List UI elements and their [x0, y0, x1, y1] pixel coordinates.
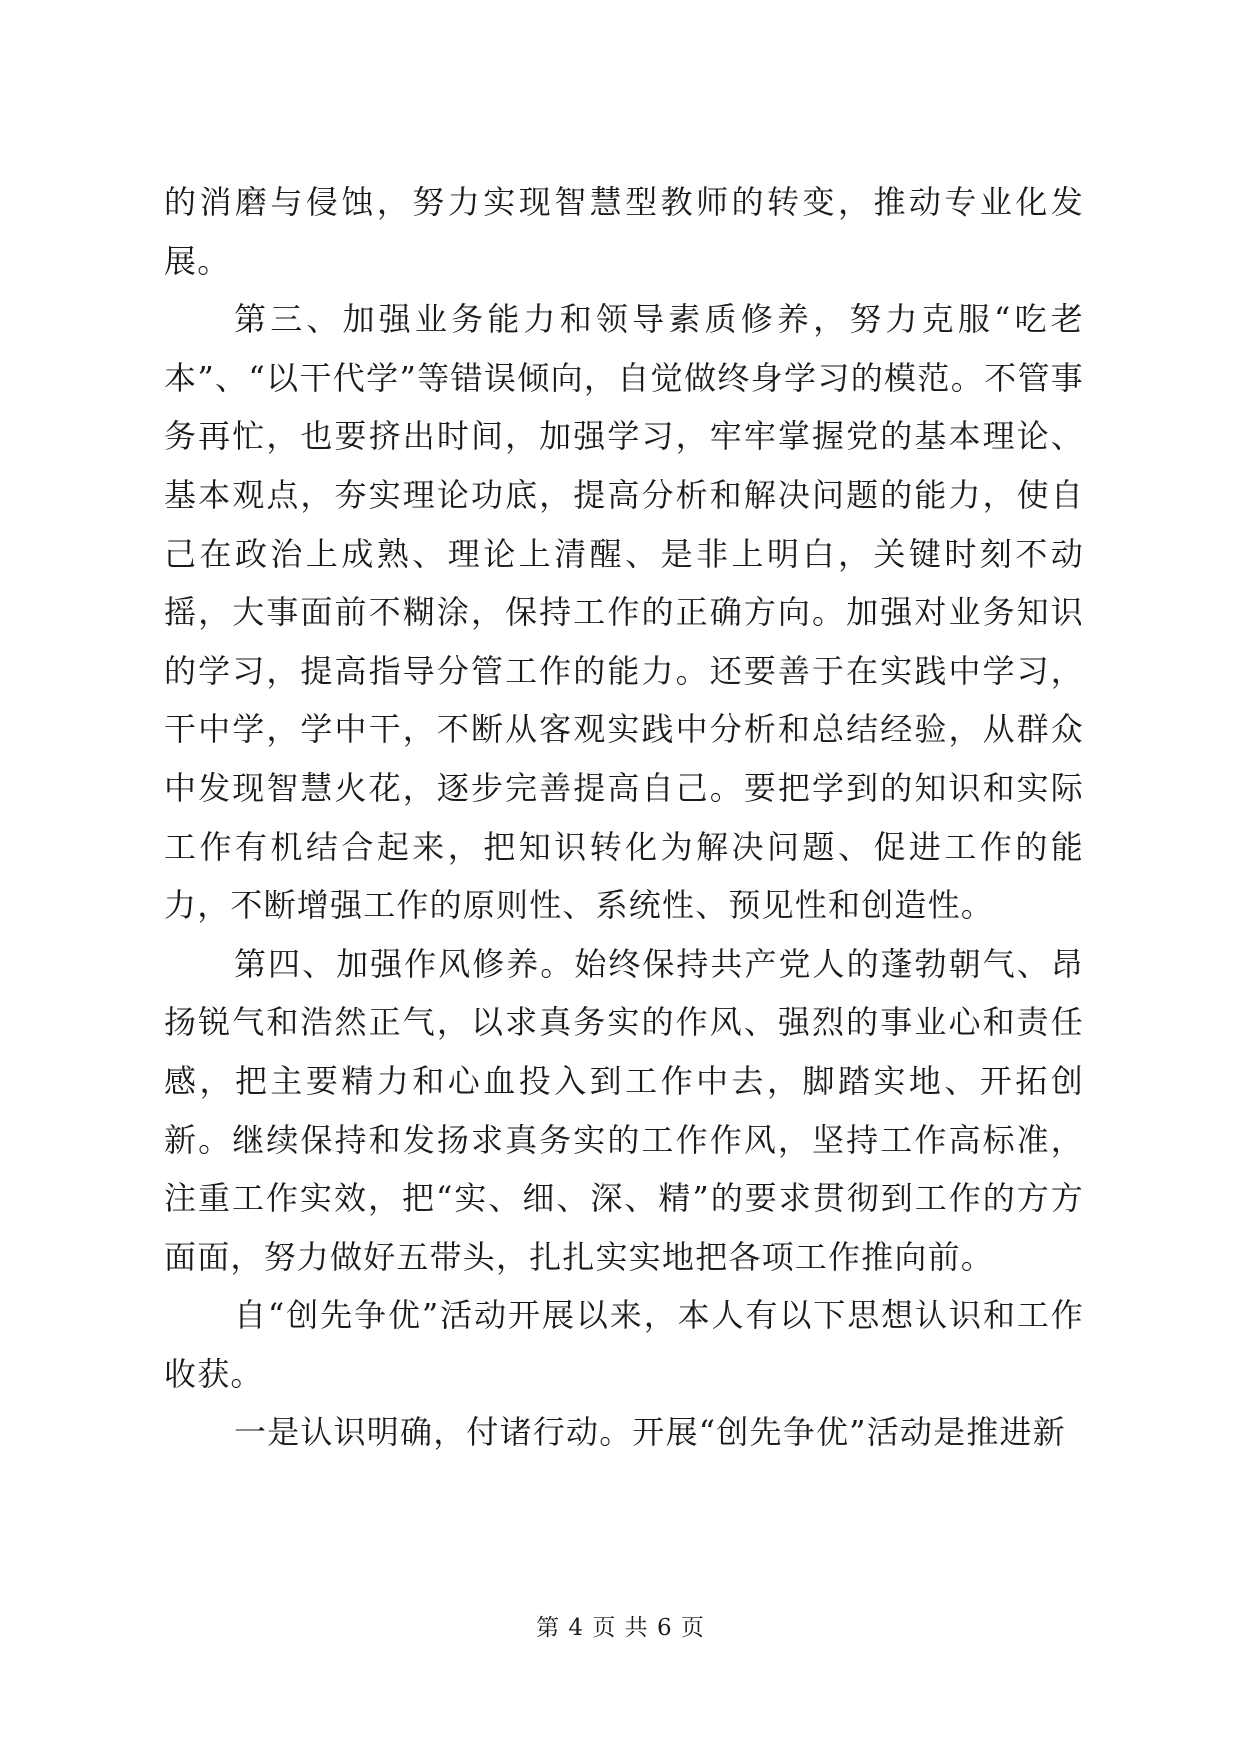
paragraph-2: 第三、加强业务能力和领导素质修养，努力克服“吃老本”、“以干代学”等错误倾向，自觉做终身学习的模范。不管事务再忙，也要挤出时间，加强学习，牢牢掌握党的基本理论、基本观点，夯实理论功底，提高分析和解决问题的能力，使自己在政治上成熟、理论上清醒、是非上明白，关键时刻不动摇，大事面前不糊涂，保持工作的正确方向。加强对业务知识的学习，提高指导分管工作的能力。还要善于在实践中学习，干中学，学中干，不断从客观实践中分析和总结经验，从群众中发现智慧火花，逐步完善提高自己。要把学到的知识和实际工作有机结合起来，把知识转化为解决问题、促进工作的能力，不断增强工作的原则性、系统性、预见性和创造性。 — [164, 300, 1084, 925]
paragraph-1: 的消磨与侵蚀，努力实现智慧型教师的转变，推动专业化发展。 — [164, 183, 1084, 280]
paragraph-3: 第四、加强作风修养。始终保持共产党人的蓬勃朝气、昂扬锐气和浩然正气，以求真务实的作风、强烈的事业心和责任感，把主要精力和心血投入到工作中去，脚踏实地、开拓创新。继续保持和发扬求真务实的工作作风，坚持工作高标准，注重工作实效，把“实、细、深、精”的要求贯彻到工作的方方面面，努力做好五带头，扎扎实实地把各项工作推向前。 — [164, 944, 1084, 1276]
page-number-footer: 第 4 页 共 6 页 — [536, 1615, 705, 1641]
document-body — [164, 173, 1084, 1462]
paragraph-4: 自“创先争优”活动开展以来，本人有以下思想认识和工作收获。 — [164, 1296, 1084, 1393]
paragraph-5: 一是认识明确，付诸行动。开展“创先争优”活动是推进新 — [234, 1413, 1066, 1452]
